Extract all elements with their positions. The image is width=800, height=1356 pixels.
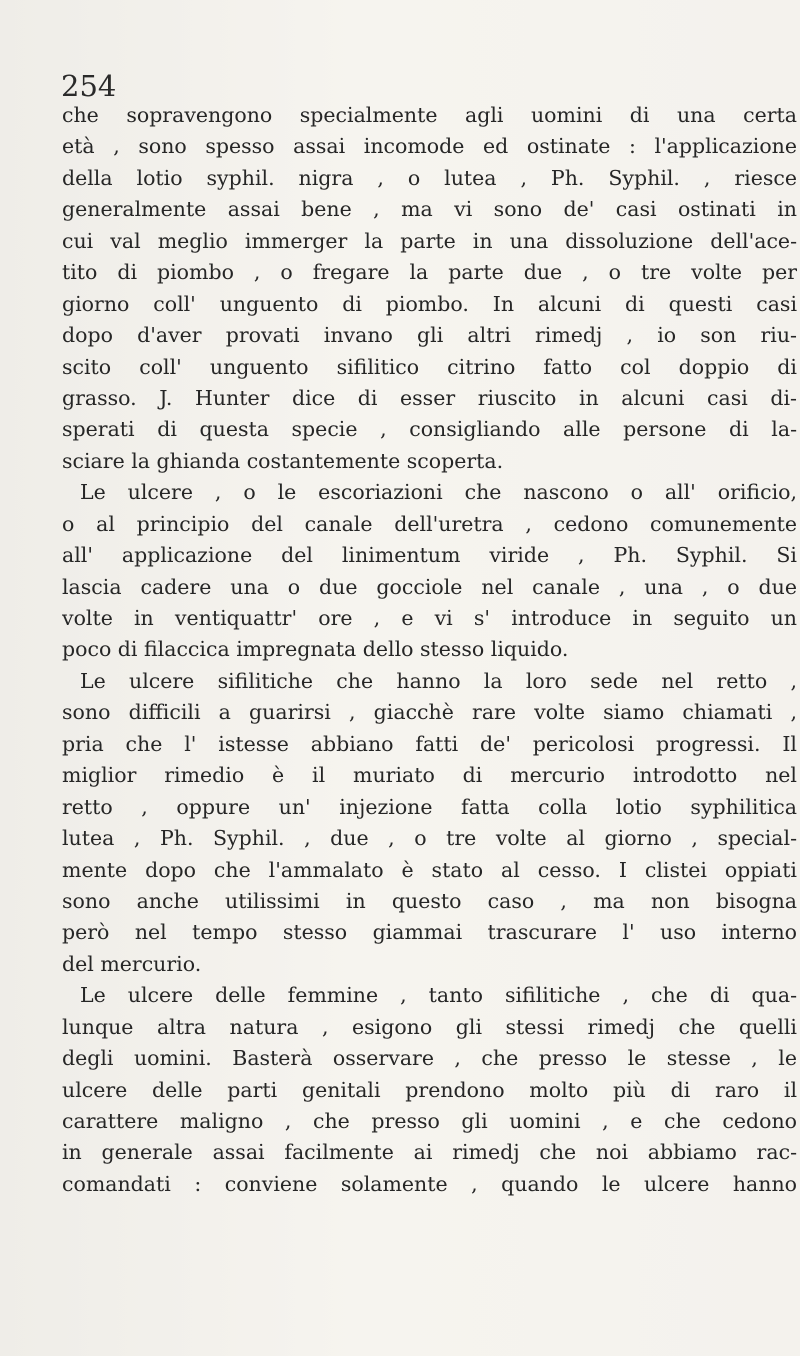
text-line: in generale assai facilmente ai rimedj che noi abbiamo rac-: [62, 1140, 797, 1165]
text-line: sono anche utilissimi in questo caso , ma non bisogna: [62, 888, 797, 913]
text-line: però nel tempo stesso giammai trascurare l' uso interno: [62, 920, 797, 945]
text-line: o al principio del canale dell'uretra , cedono comunemente: [62, 511, 797, 536]
text-line: miglior rimedio è il muriato di mercurio introdotto nel: [62, 763, 797, 788]
text-line: tito di piombo , o fregare la parte due , o tre volte per: [62, 260, 797, 285]
text-line: ulcere delle parti genitali prendono molto più di raro il: [62, 1077, 797, 1102]
text-line: lascia cadere una o due gocciole nel canale , una , o due: [62, 574, 797, 599]
text-line: cui val meglio immerger la parte in una dissoluzione dell'ace-: [62, 228, 797, 253]
text-line: Le ulcere delle femmine , tanto sifilitiche , che di qua-: [80, 983, 797, 1008]
text-line: scito coll' unguento sifilitico citrino fatto col doppio di: [62, 354, 797, 379]
text-line: comandati : conviene solamente , quando le ulcere hanno: [62, 1171, 797, 1196]
text-line: sciare la ghianda costantemente scoperta.: [62, 448, 504, 473]
text-line: mente dopo che l'ammalato è stato al cesso. I clistei oppiati: [62, 857, 797, 882]
text-line: generalmente assai bene , ma vi sono de' casi ostinati in: [62, 197, 797, 222]
text-line: lunque altra natura , esigono gli stessi rimedj che quelli: [62, 1014, 797, 1039]
text-line: età , sono spesso assai incomode ed ostinate : l'applicazione: [62, 134, 797, 159]
text-line: dopo d'aver provati invano gli altri rimedj , io son riu-: [62, 323, 797, 348]
text-line: del mercurio.: [62, 951, 202, 976]
text-line: della lotio syphil. nigra , o lutea , Ph. Syphil. , riesce: [62, 165, 797, 190]
page-number: 254: [61, 69, 117, 103]
text-line: retto , oppure un' injezione fatta colla lotio syphilitica: [62, 794, 797, 819]
text-line: Le ulcere , o le escoriazioni che nascono o all' orificio,: [80, 480, 797, 505]
text-line: pria che l' istesse abbiano fatti de' pericolosi progressi. Il: [62, 731, 797, 756]
text-line: che sopravengono specialmente agli uomini di una certa: [62, 103, 797, 127]
text-line: poco di filaccica impregnata dello stesso liquido.: [62, 637, 569, 662]
text-line: all' applicazione del linimentum viride , Ph. Syphil. Si: [62, 543, 797, 568]
text-line: volte in ventiquattr' ore , e vi s' introduce in seguito un: [62, 606, 797, 630]
body-text: [62, 100, 797, 1200]
text-line: giorno coll' unguento di piombo. In alcuni di questi casi: [62, 291, 797, 316]
text-line: Le ulcere sifilitiche che hanno la loro sede nel retto ,: [80, 668, 797, 693]
text-line: lutea , Ph. Syphil. , due , o tre volte al giorno , special-: [62, 826, 797, 851]
text-line: carattere maligno , che presso gli uomini , e che cedono: [62, 1109, 797, 1133]
text-line: grasso. J. Hunter dice di esser riuscito in alcuni casi di-: [62, 385, 797, 410]
text-line: sperati di questa specie , consigliando alle persone di la-: [62, 417, 797, 442]
text-line: degli uomini. Basterà osservare , che presso le stesse , le: [62, 1046, 797, 1071]
text-line: sono difficili a guarirsi , giacchè rare volte siamo chiamati ,: [62, 700, 797, 725]
